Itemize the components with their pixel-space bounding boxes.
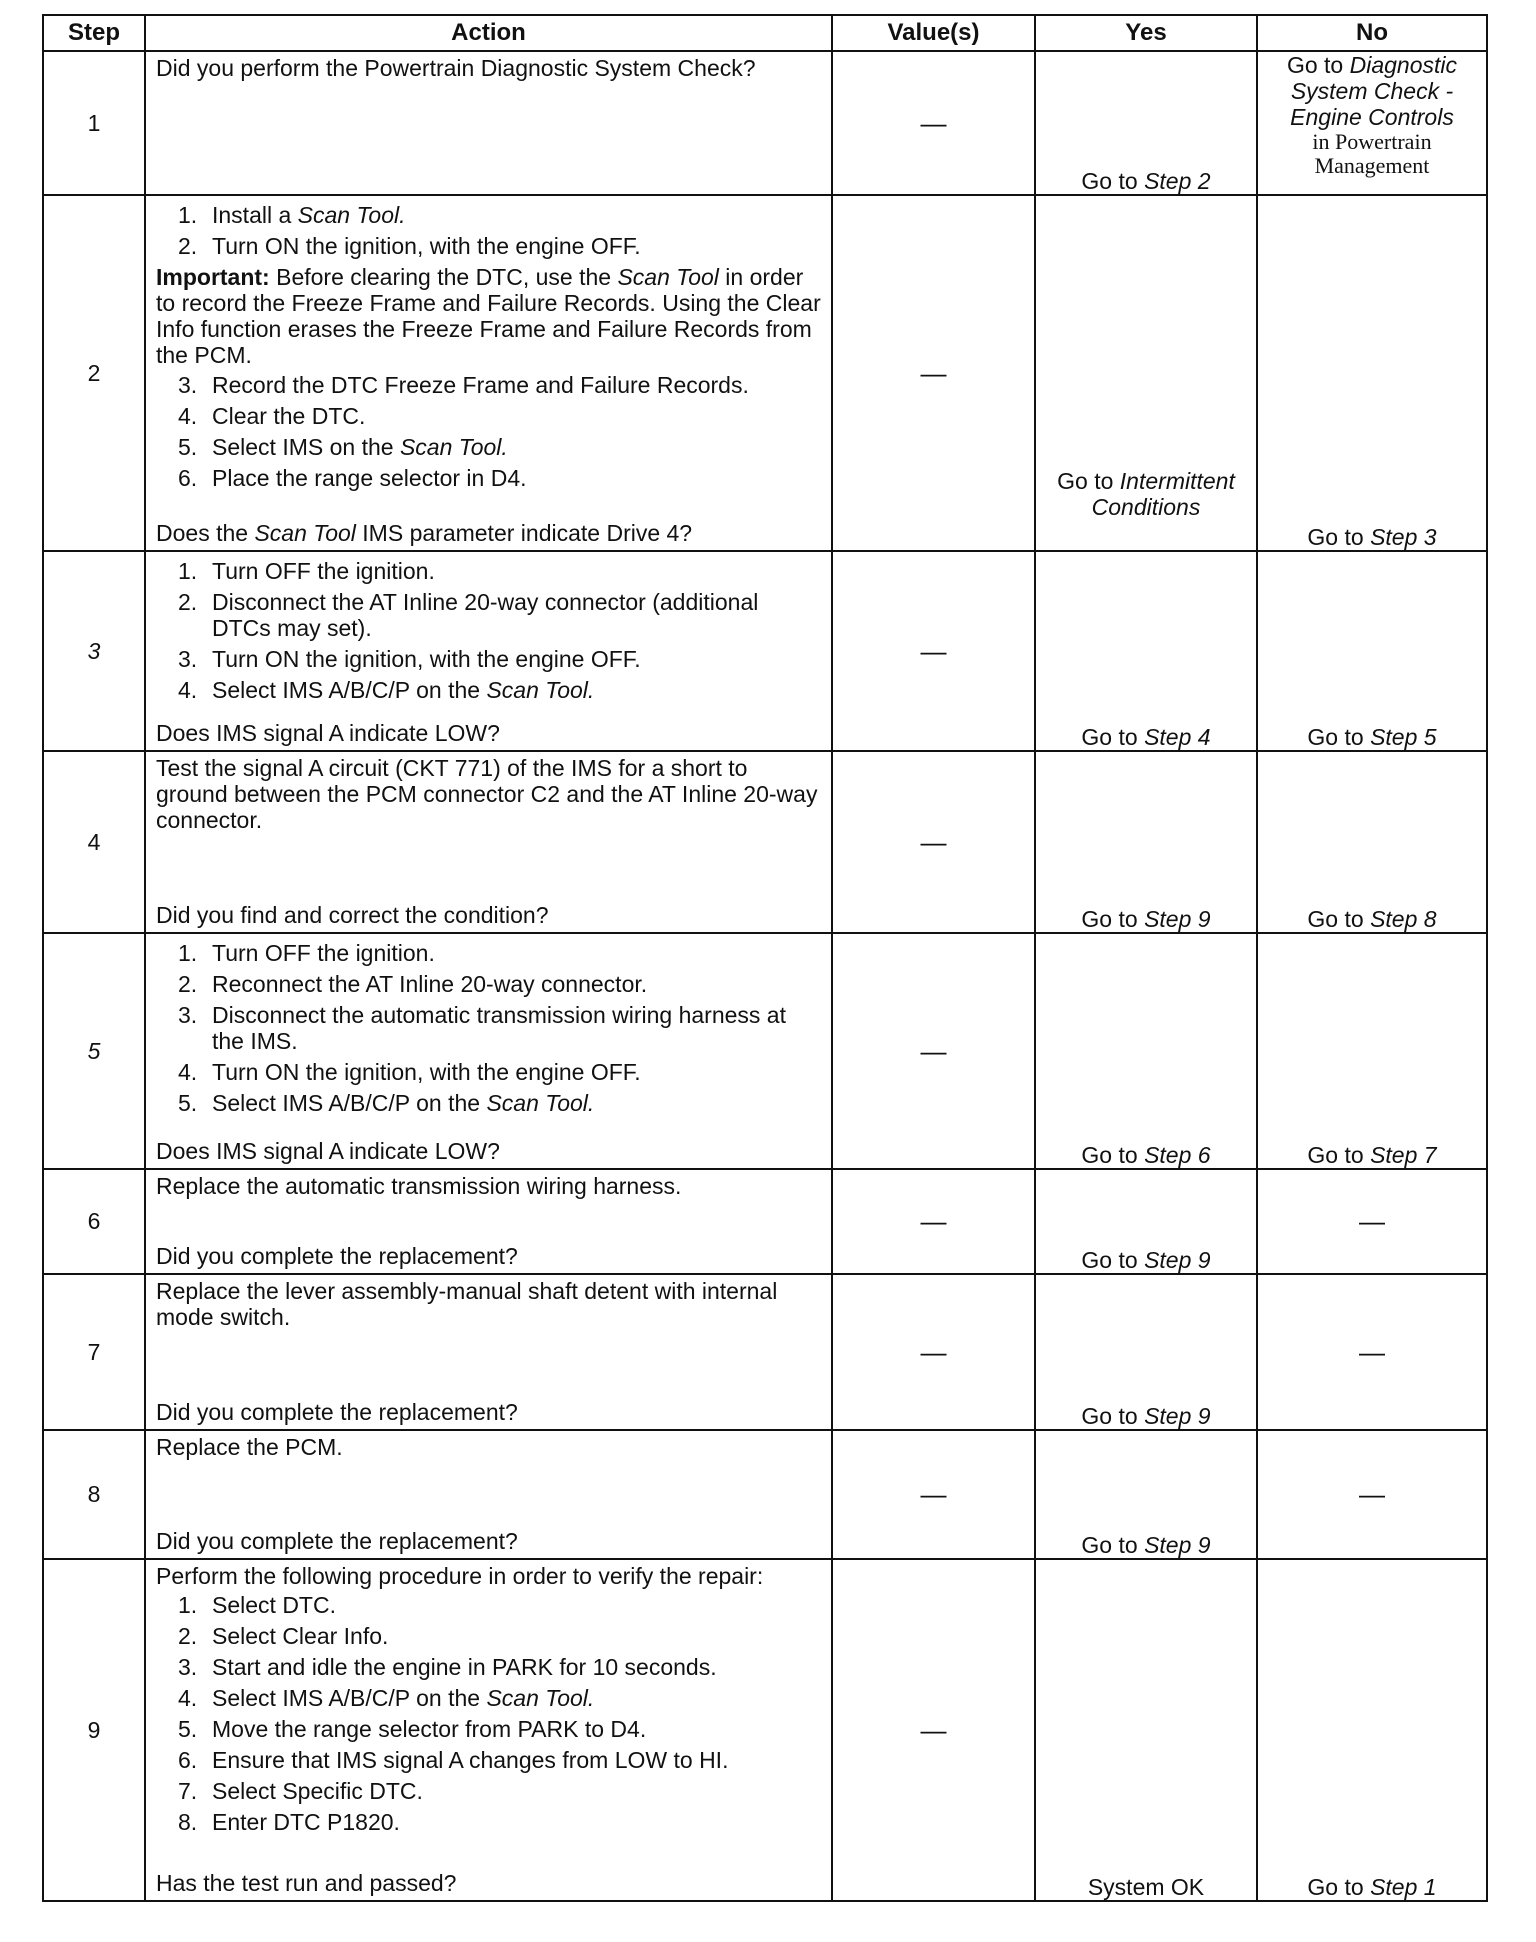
list-item: 1. Turn OFF the ignition. (178, 940, 435, 966)
header-action: Action (145, 15, 832, 51)
table-row (43, 1169, 1487, 1274)
value-cell: — (832, 195, 1035, 551)
yes-cell: Go to Step 4 (1035, 551, 1257, 751)
yes-step-link[interactable]: Step 9 (1144, 1247, 1211, 1273)
action-cell (145, 1274, 832, 1430)
action-question: Has the test run and passed? (156, 1870, 457, 1896)
step-number: 3 (43, 551, 145, 751)
header-values: Value(s) (832, 15, 1035, 51)
yes-step-link[interactable]: Step 6 (1144, 1142, 1211, 1168)
action-text: Replace the automatic transmission wiring harness. (156, 1173, 682, 1199)
step-number: 9 (43, 1559, 145, 1901)
list-item: 1. Install a Scan Tool. (178, 202, 406, 228)
action-question: Did you perform the Powertrain Diagnostic System Check? (156, 55, 756, 81)
yes-link[interactable]: Intermittent Conditions (1091, 468, 1235, 520)
action-cell (145, 1559, 832, 1901)
table-row (43, 195, 1487, 551)
table-row (43, 1274, 1487, 1430)
list-item: 2. Reconnect the AT Inline 20-way connector. (178, 971, 648, 997)
action-question: Does IMS signal A indicate LOW? (156, 720, 500, 746)
action-cell (145, 1169, 832, 1274)
yes-cell (1035, 51, 1257, 195)
list-item: 8. Enter DTC P1820. (178, 1809, 400, 1835)
important-note: Important: Before clearing the DTC, use the Scan Tool in order to record the Freeze Frame and Failure Records. Using the Clear Info function erases the Freeze Frame and Failure Records from the PCM. (156, 264, 821, 368)
list-item: 3. Turn ON the ignition, with the engine OFF. (178, 646, 641, 672)
value-cell: — (832, 551, 1035, 751)
action-cell (145, 51, 832, 195)
list-item: 2. Turn ON the ignition, with the engine OFF. (178, 233, 641, 259)
header-no: No (1257, 15, 1487, 51)
no-cell: — (1257, 1274, 1487, 1430)
step-number: 4 (43, 751, 145, 933)
step-number: 2 (43, 195, 145, 551)
action-question: Does the Scan Tool IMS parameter indicate Drive 4? (156, 520, 693, 546)
step-number: 8 (43, 1430, 145, 1559)
value-cell: — (832, 1274, 1035, 1430)
yes-cell: Go to Step 9 (1035, 1169, 1257, 1274)
header-step: Step (43, 15, 145, 51)
list-item: 6. Ensure that IMS signal A changes from LOW to HI. (178, 1747, 729, 1773)
no-step-link[interactable]: Step 7 (1370, 1142, 1437, 1168)
value-cell: — (832, 51, 1035, 195)
action-text: Perform the following procedure in order to verify the repair: (156, 1563, 764, 1589)
list-item: 2. Select Clear Info. (178, 1623, 389, 1649)
no-cell: — (1257, 1430, 1487, 1559)
yes-step-link[interactable]: Step 4 (1144, 724, 1211, 750)
no-cell: Go to Step 8 (1257, 751, 1487, 933)
no-link[interactable]: Diagnostic System Check - Engine Controls (1290, 52, 1458, 130)
list-item: 5. Move the range selector from PARK to D4. (178, 1716, 647, 1742)
action-question: Did you complete the replacement? (156, 1243, 518, 1269)
no-cell: Go to Step 7 (1257, 933, 1487, 1169)
no-cell: Go to Step 5 (1257, 551, 1487, 751)
no-cell: Go to Step 1 (1257, 1559, 1487, 1901)
go-to-label: Go to (1081, 168, 1138, 194)
no-cell (1257, 51, 1487, 195)
table-row (43, 751, 1487, 933)
yes-cell: Go to Step 9 (1035, 1274, 1257, 1430)
yes-step-link[interactable]: Step 9 (1144, 906, 1211, 932)
yes-cell (1035, 195, 1257, 551)
table-row (43, 51, 1487, 195)
list-item: 4. Clear the DTC. (178, 403, 366, 429)
action-question: Did you complete the replacement? (156, 1528, 518, 1554)
go-to-label: Go to (1286, 52, 1344, 78)
step-number: 5 (43, 933, 145, 1169)
action-cell (145, 195, 832, 551)
yes-cell: Go to Step 9 (1035, 751, 1257, 933)
table-row (43, 933, 1487, 1169)
diagnostic-table (42, 14, 1488, 1902)
no-note: in Powertrain Management (1312, 129, 1432, 178)
action-question: Did you complete the replacement? (156, 1399, 518, 1425)
action-question: Does IMS signal A indicate LOW? (156, 1138, 500, 1164)
step-number: 7 (43, 1274, 145, 1430)
yes-step-link[interactable]: Step 9 (1144, 1532, 1211, 1558)
yes-cell: Go to Step 6 (1035, 933, 1257, 1169)
go-to-label: Go to (1057, 468, 1114, 494)
list-item: 7. Select Specific DTC. (178, 1778, 423, 1804)
action-cell (145, 551, 832, 751)
value-cell: — (832, 1430, 1035, 1559)
action-cell (145, 1430, 832, 1559)
list-item: 2. Disconnect the AT Inline 20-way connector (additional DTCs may set). (178, 589, 759, 641)
header-row (43, 15, 1487, 51)
table-row (43, 1559, 1487, 1901)
list-item: 5. Select IMS A/B/C/P on the Scan Tool. (178, 1090, 595, 1116)
list-item: 3. Record the DTC Freeze Frame and Failure Records. (178, 372, 749, 398)
yes-cell: Go to Step 9 (1035, 1430, 1257, 1559)
list-item: 6. Place the range selector in D4. (178, 465, 527, 491)
action-cell (145, 933, 832, 1169)
list-item: 1. Select DTC. (178, 1592, 336, 1618)
yes-step-link[interactable]: Step 2 (1144, 168, 1211, 194)
action-text: Replace the lever assembly-manual shaft detent with internal mode switch. (156, 1278, 778, 1330)
yes-cell: System OK (1035, 1559, 1257, 1901)
step-number: 1 (43, 51, 145, 195)
no-step-link[interactable]: Step 5 (1370, 724, 1437, 750)
header-yes: Yes (1035, 15, 1257, 51)
table-row (43, 551, 1487, 751)
step-number: 6 (43, 1169, 145, 1274)
yes-step-link[interactable]: Step 9 (1144, 1403, 1211, 1429)
list-item: 3. Start and idle the engine in PARK for 10 seconds. (178, 1654, 717, 1680)
value-cell: — (832, 933, 1035, 1169)
table-row (43, 1430, 1487, 1559)
value-cell: — (832, 1169, 1035, 1274)
list-item: 1. Turn OFF the ignition. (178, 558, 435, 584)
action-cell (145, 751, 832, 933)
list-item: 4. Select IMS A/B/C/P on the Scan Tool. (178, 1685, 595, 1711)
no-step-link[interactable]: Step 8 (1370, 906, 1437, 932)
value-cell: — (832, 751, 1035, 933)
list-item: 5. Select IMS on the Scan Tool. (178, 434, 508, 460)
value-cell: — (832, 1559, 1035, 1901)
action-text: Test the signal A circuit (CKT 771) of the IMS for a short to ground between the PCM connector C2 and the AT Inline 20-way connector. (156, 755, 818, 833)
no-step-link[interactable]: Step 3 (1370, 524, 1437, 550)
go-to-label: Go to (1307, 524, 1364, 550)
no-cell (1257, 195, 1487, 551)
no-step-link[interactable]: Step 1 (1370, 1874, 1437, 1900)
list-item: 3. Disconnect the automatic transmission wiring harness at the IMS. (178, 1002, 786, 1054)
list-item: 4. Turn ON the ignition, with the engine OFF. (178, 1059, 641, 1085)
action-question: Did you find and correct the condition? (156, 902, 549, 928)
list-item: 4. Select IMS A/B/C/P on the Scan Tool. (178, 677, 595, 703)
no-cell: — (1257, 1169, 1487, 1274)
action-text: Replace the PCM. (156, 1434, 343, 1460)
